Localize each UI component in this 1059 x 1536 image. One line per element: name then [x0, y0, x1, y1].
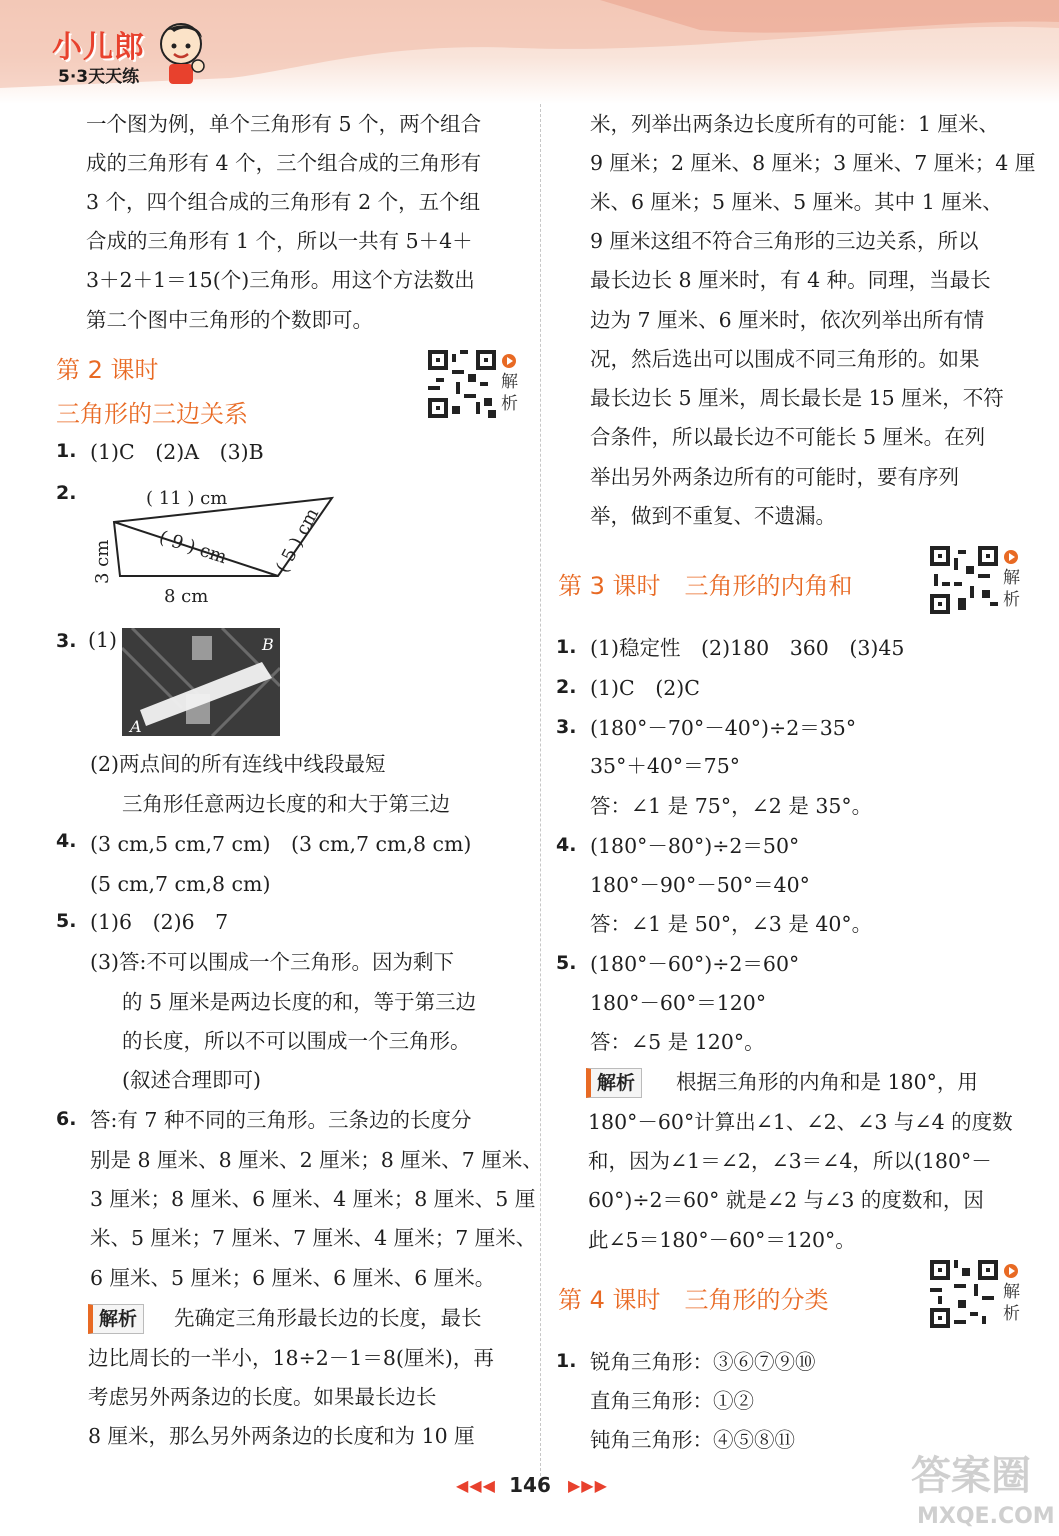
classification-line: 直角三角形：①②	[590, 1389, 754, 1413]
qr-label: 解	[1003, 1282, 1020, 1302]
answer-text: (5 cm,7 cm,8 cm)	[90, 872, 271, 896]
lesson-3-title: 第 3 课时 三角形的内角和	[558, 572, 853, 600]
question-number: 3.	[556, 716, 577, 738]
analysis-continued: 米、6 厘米；5 厘米、5 厘米。其中 1 厘米、	[590, 190, 1003, 214]
intro-line: 第二个图中三角形的个数即可。	[86, 308, 373, 332]
analysis-text: 此∠5＝180°－60°＝120°。	[588, 1228, 856, 1252]
analysis-continued: 最长边长 8 厘米时，有 4 种。同理，当最长	[590, 268, 991, 292]
watermark-top: 答案圈	[911, 1453, 1031, 1499]
question-number: 5.	[556, 952, 577, 974]
intro-line: 一个图为例，单个三角形有 5 个，两个组合	[86, 112, 482, 136]
qr-label: 析	[1003, 590, 1020, 610]
play-arrow-icon	[502, 354, 516, 368]
brand-logo-title: 小儿郎	[52, 30, 145, 65]
intro-line: 3＋2＋1＝15(个)三角形。用这个方法数出	[86, 268, 475, 292]
answer-text: (3 cm,5 cm,7 cm) (3 cm,7 cm,8 cm)	[90, 832, 472, 856]
analysis-text: 考虑另外两条边的长度。如果最长边长	[88, 1385, 437, 1409]
watermark-logo	[905, 1445, 1055, 1531]
calc-line: 180°－60°＝120°	[590, 991, 767, 1015]
watermark-bottom: MXQE.COM	[917, 1504, 1055, 1529]
point-b: B	[262, 635, 274, 654]
intro-line: 3 个，四个组合成的三角形有 2 个，五个组	[86, 190, 481, 214]
crosswalk-photo	[122, 628, 280, 736]
analysis-text: 180°－60°计算出∠1、∠2、∠3 与∠4 的度数	[588, 1110, 1013, 1134]
question-number: 3.	[56, 630, 77, 652]
answer-part: (1)	[88, 628, 118, 652]
analysis-text: 60°)÷2＝60° 就是∠2 与∠3 的度数和，因	[588, 1188, 984, 1212]
classification-line: 锐角三角形：③⑥⑦⑨⑩	[590, 1350, 816, 1374]
analysis-continued: 米，列举出两条边长度所有的可能：1 厘米、	[590, 112, 1000, 136]
brand-series: 5·3天天练	[58, 67, 140, 87]
qr-label: 析	[501, 394, 518, 414]
point-a: A	[130, 717, 142, 736]
answer-text: (叙述合理即可)	[122, 1068, 261, 1092]
question-number: 4.	[56, 830, 77, 852]
column-divider	[540, 104, 541, 1476]
classification-line: 钝角三角形：④⑤⑧⑪	[590, 1428, 795, 1452]
analysis-continued: 举，做到不重复、不遗漏。	[590, 504, 836, 528]
analysis-continued: 边为 7 厘米、6 厘米时，依次列举出所有情	[590, 308, 985, 332]
calc-line: 35°＋40°＝75°	[590, 754, 741, 778]
triangle-figure	[86, 474, 386, 614]
analysis-tag: 解析	[88, 1304, 144, 1334]
analysis-continued: 举出另外两条边所有的可能时，要有序列	[590, 465, 959, 489]
intro-line: 成的三角形有 4 个，三个组合成的三角形有	[86, 151, 482, 175]
answer-text: 3 厘米；8 厘米、6 厘米、4 厘米；8 厘米、5 厘	[90, 1187, 536, 1211]
answer-text: 的 5 厘米是两边长度的和，等于第三边	[122, 990, 477, 1014]
question-number: 2.	[56, 482, 77, 504]
analysis-text: 先确定三角形最长边的长度，最长	[174, 1306, 482, 1330]
calc-line: (180°－80°)÷2＝50°	[590, 834, 800, 858]
calc-line: 180°－90°－50°＝40°	[590, 873, 810, 897]
question-number: 2.	[556, 676, 577, 698]
calc-line: 答：∠5 是 120°。	[590, 1030, 765, 1054]
answer-text: 答:有 7 种不同的三角形。三条边的长度分	[90, 1108, 472, 1132]
answer-text: (3)答:不可以围成一个三角形。因为剩下	[90, 950, 454, 974]
mascot-icon	[152, 14, 210, 86]
qr-label: 解	[501, 372, 518, 392]
question-number: 5.	[56, 910, 77, 932]
analysis-text: 根据三角形的内角和是 180°，用	[676, 1070, 978, 1094]
qr-label: 解	[1003, 568, 1020, 588]
label-top: ( 11 ) cm	[146, 488, 228, 509]
answer-text: 6 厘米、5 厘米；6 厘米、6 厘米、6 厘米。	[90, 1266, 496, 1290]
qr-code-icon[interactable]	[930, 546, 998, 614]
play-arrow-icon	[1004, 1264, 1018, 1278]
intro-line: 合成的三角形有 1 个，所以一共有 5＋4＋	[86, 229, 473, 253]
answer-text: (1)稳定性 (2)180 360 (3)45	[590, 636, 905, 660]
answer-text: 别是 8 厘米、8 厘米、2 厘米；8 厘米、7 厘米、	[90, 1148, 543, 1172]
question-number: 1.	[556, 1350, 577, 1372]
answer-text: (1)6 (2)6 7	[90, 910, 229, 934]
question-number: 1.	[556, 636, 577, 658]
label-left: 3 cm	[92, 539, 113, 584]
lesson-2-title: 第 2 课时	[56, 356, 159, 384]
analysis-continued: 最长边长 5 厘米，周长最长是 15 厘米，不符	[590, 386, 1004, 410]
qr-label: 析	[1003, 1304, 1020, 1324]
question-number: 1.	[56, 440, 77, 462]
label-bottom: 8 cm	[164, 586, 209, 607]
answer-text: (1)C (2)A (3)B	[90, 440, 264, 464]
question-number: 4.	[556, 834, 577, 856]
calc-line: 答：∠1 是 75°，∠2 是 35°。	[590, 794, 873, 818]
lesson-2-subtitle: 三角形的三边关系	[56, 400, 248, 428]
analysis-text: 8 厘米，那么另外两条边的长度和为 10 厘	[88, 1424, 475, 1448]
label-diag: ( 9 ) cm	[156, 526, 230, 569]
analysis-text: 和，因为∠1＝∠2，∠3＝∠4，所以(180°－	[588, 1149, 992, 1173]
analysis-text: 边比周长的一半小，18÷2－1＝8(厘米)，再	[88, 1346, 494, 1370]
prev-arrows-icon: ◀◀◀	[456, 1476, 496, 1495]
calc-line: (180°－70°－40°)÷2＝35°	[590, 716, 857, 740]
analysis-continued: 合条件，所以最长边不可能长 5 厘米。在列	[590, 425, 986, 449]
page-number: 146	[509, 1473, 551, 1497]
answer-part: 三角形任意两边长度的和大于第三边	[122, 792, 450, 816]
calc-line: 答：∠1 是 50°，∠3 是 40°。	[590, 912, 873, 936]
qr-code-icon[interactable]	[930, 1260, 998, 1328]
analysis-continued: 况，然后选出可以围成不同三角形的。如果	[590, 347, 980, 371]
analysis-continued: 9 厘米；2 厘米、8 厘米；3 厘米、7 厘米；4 厘	[590, 151, 1036, 175]
analysis-continued: 9 厘米这组不符合三角形的三边关系，所以	[590, 229, 979, 253]
answer-part: (2)两点间的所有连线中线段最短	[90, 752, 386, 776]
calc-line: (180°－60°)÷2＝60°	[590, 952, 800, 976]
play-arrow-icon	[1004, 550, 1018, 564]
answer-text: 的长度，所以不可以围成一个三角形。	[122, 1029, 471, 1053]
analysis-tag: 解析	[586, 1068, 642, 1098]
question-number: 6.	[56, 1108, 77, 1130]
lesson-4-title: 第 4 课时 三角形的分类	[558, 1286, 829, 1314]
answer-text: (1)C (2)C	[590, 676, 700, 700]
answer-text: 米、5 厘米；7 厘米、7 厘米、4 厘米；7 厘米、	[90, 1226, 537, 1250]
next-arrows-icon: ▶▶▶	[568, 1476, 608, 1495]
qr-code-icon[interactable]	[428, 350, 496, 418]
label-right: ( 5 ) cm	[271, 504, 324, 577]
